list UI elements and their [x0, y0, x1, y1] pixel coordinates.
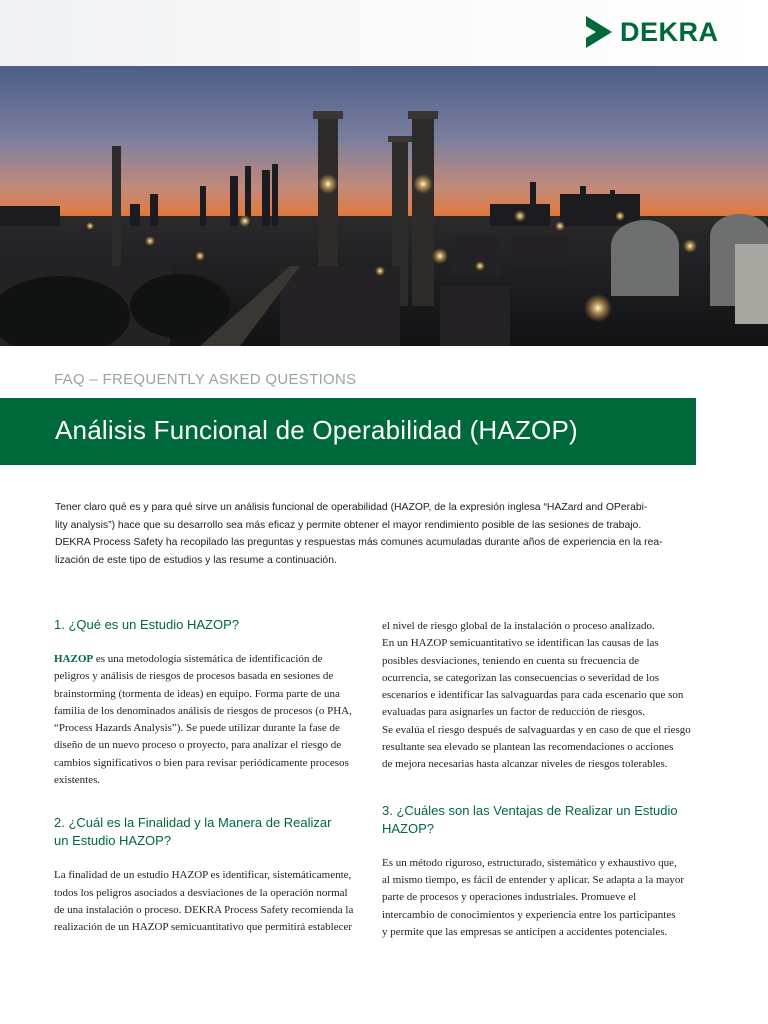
section-1-line: diseño de un nuevo proceso o proyecto, para analizar el riesgo de — [54, 739, 342, 752]
dekra-logo-text: DEKRA — [620, 16, 719, 47]
section-2-line: todos los peligros asociados a desviaciones de la operación normal — [54, 886, 348, 899]
dekra-logo — [586, 15, 719, 49]
section-2-line: realización de un HAZOP semicuantitativo que permitirá establecer — [54, 921, 353, 934]
faq-label: FAQ – FREQUENTLY ASKED QUESTIONS — [54, 371, 357, 388]
section-2-line: de una instalación o proceso. DEKRA Process Safety recomienda la — [54, 903, 354, 916]
section-2-line: posibles desviaciones, teniendo en cuenta su frecuencia de — [382, 654, 640, 667]
section-3-line: Es un método riguroso, estructurado, sistemático y exhaustivo que, — [382, 856, 677, 869]
section-1-line: cambios significativos o bien para revisar periódicamente procesos — [54, 756, 349, 769]
section-2-line: Se evalúa el riesgo después de salvaguardas y en caso de que el riesgo — [382, 723, 691, 736]
section-2-line: de mejora necesarias hasta alcanzar niveles de riesgos tolerables. — [382, 758, 668, 771]
hazop-highlight: HAZOP — [54, 653, 94, 665]
intro-line: lity analysis”) hace que su desarrollo sea más eficaz y permite obtener el mayor rendimiento posible de las sesiones de trabajo. — [55, 519, 642, 531]
section-2-heading-line: un Estudio HAZOP? — [54, 833, 172, 849]
header-bar — [0, 0, 768, 66]
section-2-line: el nivel de riesgo global de la instalación o proceso analizado. — [382, 620, 655, 632]
section-1-line-text: es una metodología sistemática de identificación de — [93, 653, 323, 665]
dekra-logo-icon — [586, 16, 612, 48]
section-3-line: y permite que las empresas se anticipen a accidentes potenciales. — [382, 925, 668, 938]
section-1-line — [54, 651, 366, 668]
section-2-line: evaluadas para asignarles un factor de reducción de riesgos. — [382, 706, 645, 719]
section-1-line: familia de los denominados análisis de riesgos de procesos (o PHA, — [54, 704, 352, 717]
left-column — [54, 616, 366, 937]
section-2-line: En un HAZOP semicuantitativo se identifican las causas de las — [382, 637, 659, 650]
section-3-line: intercambio de conocimientos y experiencia entre los participantes — [382, 908, 676, 921]
section-2-line: resultante sea elevado se plantean las recomendaciones o acciones — [382, 741, 674, 754]
right-column — [382, 618, 694, 941]
hero-image — [0, 66, 768, 346]
title-band — [0, 398, 696, 465]
intro-line: Tener claro qué es y para qué sirve un análisis funcional de operabilidad (HAZOP, de la expresión inglesa “HAZard and OPerabi- — [55, 502, 648, 513]
section-3-heading-line: 3. ¿Cuáles son las Ventajas de Realizar un Estudio — [382, 802, 678, 818]
section-2-body — [54, 867, 366, 936]
section-2-heading — [54, 814, 366, 850]
section-2-line: escenarios e identificar las salvaguardas para cada escenario que son — [382, 689, 684, 702]
section-3-line: parte de procesos y operaciones industriales. Promueve el — [382, 891, 637, 904]
section-2-line: ocurrencia, se categorizan las consecuencias o severidad de los — [382, 671, 660, 684]
intro-line: lización de este tipo de estudios y las resume a continuación. — [55, 554, 337, 566]
section-3-line: al mismo tiempo, es fácil de entender y aplicar. Se adapta a la mayor — [382, 873, 685, 886]
section-3-heading-line: HAZOP? — [382, 820, 435, 836]
section-3-body — [382, 855, 694, 941]
refinery-photo-icon — [0, 66, 768, 346]
page-title: Análisis Funcional de Operabilidad (HAZOP) — [55, 415, 578, 445]
section-1-line: brainstorming (tormenta de ideas) en equipo. Forma parte de una — [54, 687, 340, 700]
intro-line: DEKRA Process Safety ha recopilado las preguntas y respuestas más comunes acumuladas durante años de experiencia en la rea- — [55, 537, 663, 548]
section-1-body — [54, 651, 366, 789]
intro-paragraph — [55, 499, 695, 569]
section-1-line: peligros y análisis de riesgos de procesos basada en sesiones de — [54, 670, 334, 683]
section-1-heading: 1. ¿Qué es un Estudio HAZOP? — [54, 617, 239, 632]
section-2-heading-line: 2. ¿Cuál es la Finalidad y la Manera de Realizar — [54, 815, 332, 831]
section-1-line: “Process Hazards Analysis”). Se puede utilizar durante la fase de — [54, 722, 340, 735]
section-1-line: existentes. — [54, 774, 101, 787]
section-3-heading — [382, 802, 694, 838]
section-2-line: La finalidad de un estudio HAZOP es identificar, sistemáticamente, — [54, 869, 352, 882]
section-2-continued — [382, 618, 694, 774]
